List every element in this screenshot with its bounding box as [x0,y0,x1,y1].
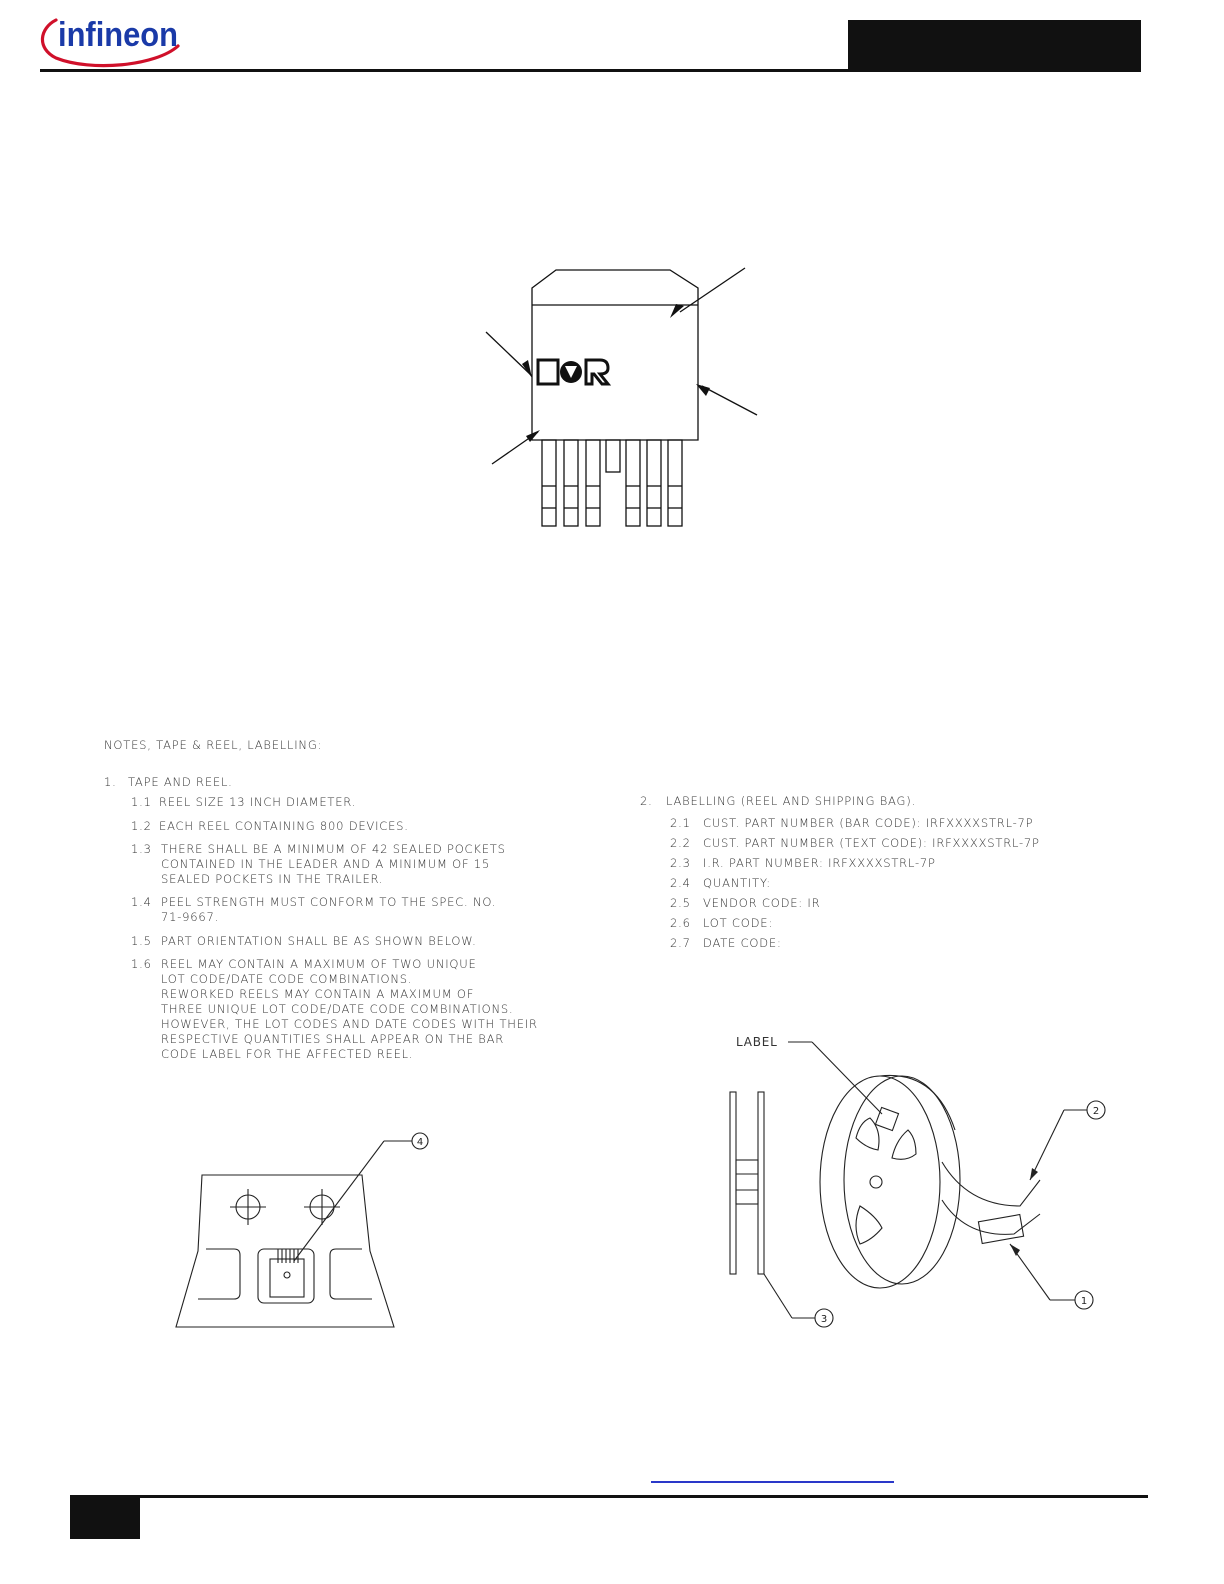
note-text: QUANTITY: [703,876,771,890]
section-1-label: TAPE AND REEL. [128,775,233,789]
note-num: 2.1 [670,816,691,830]
footer-link-underline[interactable] [651,1481,894,1483]
note-1-1 [131,795,356,810]
ir-logo [538,360,608,384]
note-num: 2.4 [670,876,691,890]
tape-drawing [170,1125,440,1335]
note-2-7 [670,936,782,951]
brand-name: infineon [58,16,178,54]
note-num: 2.6 [670,916,691,930]
note-num: 2.2 [670,836,691,850]
note-2-5 [670,896,820,911]
callout-1: 1 [1080,1296,1088,1307]
note-text: CUST. PART NUMBER (TEXT CODE): IRFXXXXSTRL-7P [703,836,1040,850]
note-num: 1.3 [131,842,152,856]
section-2-heading [640,794,916,809]
footer-page-block [70,1495,140,1539]
package-drawing [480,260,770,540]
note-num: 2.5 [670,896,691,910]
callout-2: 2 [1092,1106,1100,1117]
note-2-2 [670,836,1040,851]
note-text: LOT CODE: [703,916,774,930]
note-text: VENDOR CODE: IR [703,896,821,910]
note-text: REEL SIZE 13 INCH DIAMETER. [159,795,357,809]
section-1-heading [104,775,233,790]
note-num: 2.3 [670,856,691,870]
note-num: 1.5 [131,934,152,948]
note-text: I.R. PART NUMBER: IRFXXXXSTRL-7P [703,856,936,870]
section-2-label: LABELLING (REEL AND SHIPPING BAG). [666,794,916,808]
note-num: 1.6 [131,957,152,971]
note-2-6 [670,916,773,931]
note-num: 1.4 [131,895,152,909]
note-2-1 [670,816,1033,831]
note-2-4 [670,876,771,891]
notes-title: NOTES, TAPE & REEL, LABELLING: [104,738,323,752]
note-text: PEEL STRENGTH MUST CONFORM TO THE SPEC. NO. 71-9667. [161,895,497,924]
note-1-6 [131,957,538,1062]
header-rule [40,69,1140,72]
note-num: 2.7 [670,936,691,950]
infineon-logo [36,6,186,70]
note-text: PART ORIENTATION SHALL BE AS SHOWN BELOW. [161,934,477,948]
section-2-num: 2. [640,794,653,808]
note-2-3 [670,856,936,871]
callout-4: 4 [416,1137,424,1148]
reel-drawing [720,1030,1120,1340]
note-1-4 [131,895,496,925]
header-black-block [848,20,1141,72]
note-1-2 [131,819,409,834]
note-num: 1.1 [131,795,152,809]
note-1-3 [131,842,506,887]
label-callout-text: LABEL [736,1035,778,1049]
note-text: THERE SHALL BE A MINIMUM OF 42 SEALED POCKETS CONTAINED IN THE LEADER AND A MINIMUM OF 15 SEALED POCKETS IN THE TRAILER. [161,842,506,886]
section-1-num: 1. [104,775,117,789]
note-num: 1.2 [131,819,152,833]
footer-rule [140,1495,1148,1498]
callout-3: 3 [820,1314,828,1325]
note-1-5 [131,934,477,949]
note-text: DATE CODE: [703,936,782,950]
note-text: CUST. PART NUMBER (BAR CODE): IRFXXXXSTRL-7P [703,816,1034,830]
note-text: EACH REEL CONTAINING 800 DEVICES. [159,819,409,833]
note-text: REEL MAY CONTAIN A MAXIMUM OF TWO UNIQUE LOT CODE/DATE CODE COMBINATIONS. REWORKED REELS MAY CONTAIN A MAXIMUM OF THREE UNIQUE LOT CODE/DATE CODE COMBINATIONS. HOWEVER, THE LOT CODES AND DATE CODES WITH THEIR RESPECTIVE QUANTITIES SHALL APPEAR ON THE BAR CODE LABEL FOR THE AFFECTED REEL. [161,957,538,1061]
